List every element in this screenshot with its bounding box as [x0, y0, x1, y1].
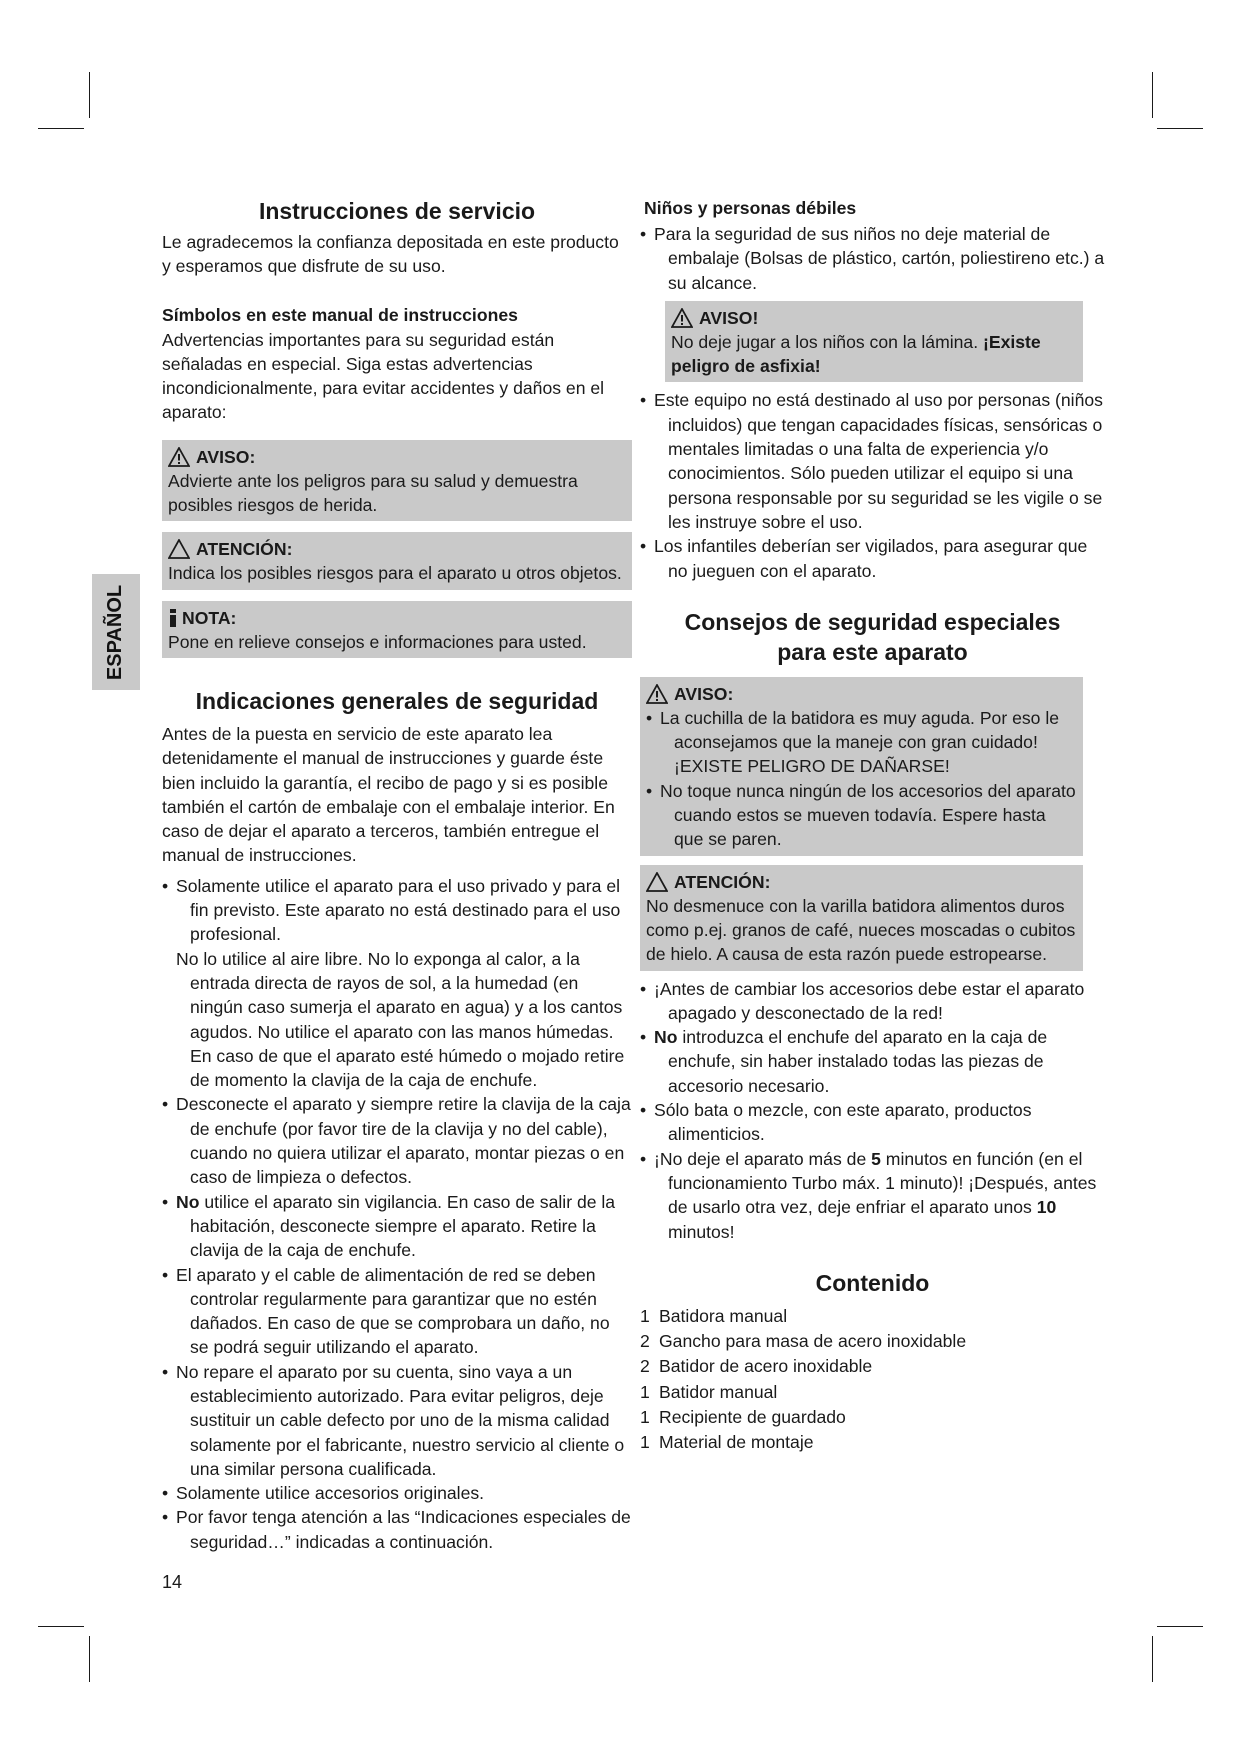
contents-item: Batidor manual — [659, 1381, 778, 1402]
contents-qty: 1 — [640, 1432, 650, 1453]
caution-icon — [646, 872, 668, 892]
list-item: • No repare el aparato por su cuenta, sino vaya a un establecimiento autorizado. Para evitar peligros, deje sustituir un cable defecto por uno de la misma calidad solamente por el fabricante, nuestro servicio al cliente o una similar persona cualificada. — [162, 1360, 632, 1481]
aviso-title: AVISO: — [196, 446, 256, 467]
info-icon — [168, 608, 178, 628]
crop-mark — [38, 128, 84, 129]
crop-mark — [1157, 128, 1203, 129]
caution-icon — [168, 539, 190, 559]
list-item-text: introduzca el enchufe del aparato en la caja de enchufe, sin haber instalado todas las piezas de accesorio necesario. — [668, 1027, 1048, 1096]
general-safety-title: Indicaciones generales de seguridad — [195, 687, 599, 714]
nota-title: NOTA: — [182, 607, 237, 628]
contents-title: Contenido — [815, 1269, 930, 1296]
list-item: • El aparato y el cable de alimentación de red se deben controlar regularmente para garantizar que no estén dañados. En caso de que se comprobara un daño, no se podrá seguir utilizando el aparato. — [162, 1263, 632, 1360]
list-item — [162, 1190, 632, 1263]
aviso-children-box — [665, 301, 1083, 383]
list-item — [640, 1430, 1105, 1455]
list-item: • La cuchilla de la batidora es muy aguda. Por eso le aconsejamos que la maneje con gran cuidado! ¡EXISTE PELIGRO DE DAÑARSE! — [646, 706, 1077, 779]
list-item-text: utilice el aparato sin vigilancia. En caso de salir de la habitación, desconecte siempre el aparato. Retire la clavija de la caja de enchufe. — [190, 1191, 616, 1261]
contents-qty: 1 — [640, 1305, 650, 1326]
aviso-special-title: AVISO: — [674, 683, 734, 704]
bold-no: No — [176, 1191, 200, 1212]
contents-item: Recipiente de guardado — [659, 1406, 846, 1427]
warning-icon — [671, 308, 693, 328]
list-item: • Para la seguridad de sus niños no deje material de embalaje (Bolsas de plástico, cartón, poliestireno etc.) a su alcance. — [640, 222, 1105, 295]
page-title: Instrucciones de servicio — [258, 198, 536, 224]
atencion-text: Indica los posibles riesgos para el aparato u otros objetos. — [168, 563, 622, 584]
atencion-special-box — [640, 865, 1083, 971]
list-item: • Por favor tenga atención a las “Indicaciones especiales de seguridad…” indicadas a continuación. — [162, 1505, 632, 1554]
list-item — [640, 1380, 1105, 1405]
symbols-heading: Símbolos en este manual de instrucciones — [162, 304, 518, 325]
nota-text: Pone en relieve consejos e informaciones para usted. — [168, 631, 587, 652]
crop-mark — [89, 72, 90, 118]
list-item — [640, 1354, 1105, 1379]
atencion-special-title: ATENCIÓN: — [674, 871, 771, 892]
list-item — [640, 1329, 1105, 1354]
children-bullets — [640, 388, 1105, 582]
atencion-title: ATENCIÓN: — [196, 539, 293, 560]
left-column — [162, 196, 632, 1554]
bold-no: No — [654, 1027, 678, 1048]
list-item: No lo utilice al aire libre. No lo exponga al calor, a la entrada directa de rayos de sol, a la humedad (en ningún caso sumerja el aparato en agua) y a los cantos agudos. No utilice el aparato con las manos húmedas. En caso de que el aparato esté húmedo o mojado retire de momento la clavija de la caja de enchufe. — [176, 948, 625, 1091]
nota-box — [162, 601, 632, 658]
list-item: • Este equipo no está destinado al uso por personas (niños incluidos) que tengan capacidades físicas, sensóricas o mentales limitadas o una falta de experiencia y/o conocimientos. Sólo pueden utilizar el equipo si una persona responsable por su seguridad se les vigile o se les instruye sobre el uso. — [640, 388, 1105, 534]
language-tab — [92, 574, 140, 690]
children-heading: Niños y personas débiles — [644, 198, 857, 218]
minutes-5: 5 — [871, 1148, 881, 1169]
contents-item: Gancho para masa de acero inoxidable — [659, 1331, 967, 1352]
aviso-box — [162, 440, 632, 522]
crop-mark — [1157, 1626, 1203, 1627]
aviso-children-text: No deje jugar a los niños con la lámina. — [671, 331, 983, 352]
list-item — [640, 1025, 1105, 1098]
crop-mark — [38, 1626, 84, 1627]
minutes-10: 10 — [1036, 1197, 1057, 1218]
general-intro: Antes de la puesta en servicio de este aparato lea detenidamente el manual de instrucciones y guarde éste bien incluido la garantía, el recibo de pago y si es posible también el cartón de embalaje con el embalaje interior. En caso de dejar el aparato a terceros, también entregue el manual de instrucciones. — [162, 723, 615, 866]
list-item: • Desconecte el aparato y siempre retire la clavija de la caja de enchufe (por favor tire de la clavija y no del cable), cuando no quiera utilizar el aparato, montar piezas o en caso de limpieza o defectos. — [162, 1092, 632, 1189]
aviso-special-box — [640, 677, 1083, 856]
crop-mark — [1152, 72, 1153, 118]
atencion-special-text: No desmenuce con la varilla batidora alimentos duros como p.ej. granos de café, nueces moscadas o cubitos de hielo. A causa de esta razón puede estropearse. — [646, 895, 1076, 965]
list-item-text: minutos! — [668, 1221, 735, 1242]
contents-item: Batidor de acero inoxidable — [659, 1356, 873, 1377]
contents-item: Batidora manual — [659, 1305, 788, 1326]
symbols-text: Advertencias importantes para su seguridad están señaladas en especial. Siga estas advertencias incondicionalmente, para evitar accidentes y daños en el aparato: — [162, 329, 605, 423]
general-bullets — [162, 874, 632, 1554]
list-item: • Solamente utilice el aparato para el uso privado y para el fin previsto. Este aparato no está destinado para el uso profesional. — [162, 874, 632, 947]
children-list — [640, 222, 1105, 295]
aviso-special-list — [646, 706, 1077, 852]
contents-qty: 1 — [640, 1406, 650, 1427]
list-item: • Solamente utilice accesorios originales. — [162, 1481, 632, 1505]
list-item: • Los infantiles deberían ser vigilados, para asegurar que no jueguen con el aparato. — [640, 534, 1105, 583]
special-title-line-2: para este aparato — [777, 638, 968, 665]
special-title-line-1: Consejos de seguridad especiales — [684, 608, 1061, 635]
special-safety-title — [640, 607, 1105, 667]
right-column — [640, 196, 1105, 1456]
contents-item: Material de montaje — [659, 1432, 814, 1453]
crop-mark — [89, 1636, 90, 1682]
asphyxia-warning: ¡Existe peligro de asfixia! — [671, 331, 1041, 377]
contents-qty: 2 — [640, 1356, 650, 1377]
page-number: 14 — [162, 1572, 183, 1592]
warning-icon — [168, 447, 190, 467]
aviso-children-title: AVISO! — [699, 307, 759, 328]
atencion-box — [162, 532, 632, 589]
list-item: • ¡Antes de cambiar los accesorios debe estar el aparato apagado y desconectado de la red! — [640, 977, 1105, 1026]
list-item — [640, 1304, 1105, 1329]
aviso-text: Advierte ante los peligros para su salud y demuestra posibles riesgos de herida. — [168, 470, 578, 516]
crop-mark — [1152, 1636, 1153, 1682]
list-item-text: ¡No deje el aparato más de — [654, 1148, 872, 1169]
list-item: • No toque nunca ningún de los accesorios del aparato cuando estos se mueven todavía. Espere hasta que se paren. — [646, 779, 1077, 852]
special-bullets — [640, 977, 1105, 1244]
intro-text: Le agradecemos la confianza depositada en este producto y esperamos que disfrute de su uso. — [162, 232, 619, 277]
contents-qty: 1 — [640, 1381, 650, 1402]
list-item-text: minutos en función (en el funcionamiento Turbo máx. 1 minuto)! ¡Después, antes de usarlo otra vez, deje enfriar el aparato unos — [668, 1148, 1097, 1218]
contents-qty: 2 — [640, 1331, 650, 1352]
list-item — [640, 1147, 1105, 1244]
list-item: • Sólo bata o mezcle, con este aparato, productos alimenticios. — [640, 1098, 1105, 1147]
list-item — [640, 1405, 1105, 1430]
contents-list — [640, 1304, 1105, 1456]
language-tab-label: ESPAÑOL — [104, 584, 127, 680]
warning-icon — [646, 684, 668, 704]
